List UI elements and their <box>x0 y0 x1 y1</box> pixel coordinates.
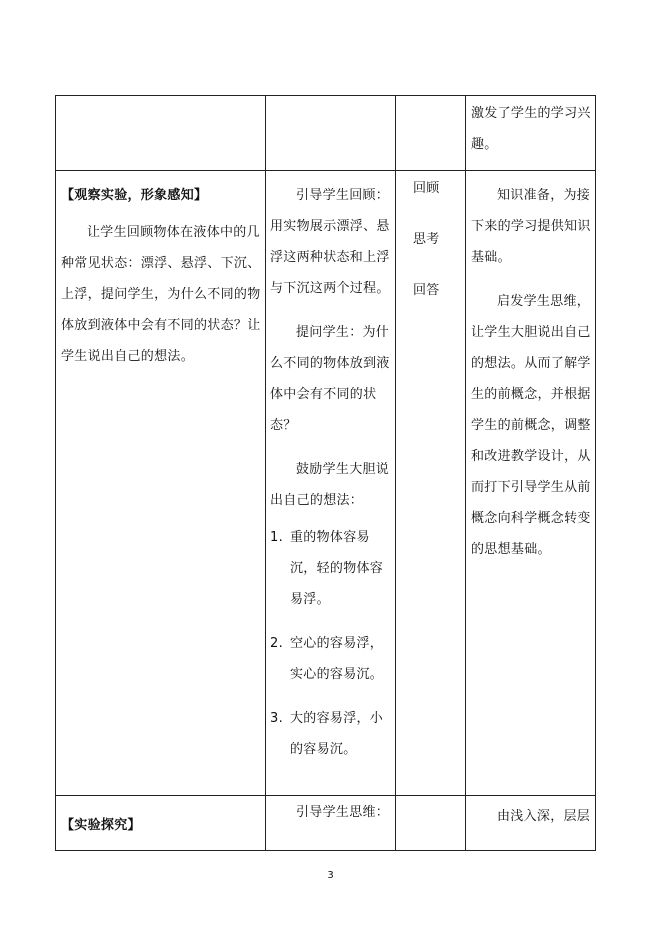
list-item-text: 空心的容易浮，实心的容易沉。 <box>290 636 384 682</box>
list-item-text: 重的物体容易沉，轻的物体容易浮。 <box>290 530 384 607</box>
teacher-activity-question: 提问学生：为什么不同的物体放到液体中会有不同的状态？ <box>270 325 390 433</box>
table-border-top <box>55 95 596 96</box>
section-heading-explore: 【实验探究】 <box>61 818 141 833</box>
teacher-activity-review: 引导学生回顾：用实物展示漂浮、悬浮这两种状态和上浮与下沉这两个过程。 <box>270 188 390 296</box>
table-col-divider-3 <box>465 95 466 851</box>
table-border-right <box>595 95 596 851</box>
cell-observe-teacher-activity <box>270 180 392 765</box>
student-activity-answer: 回答 <box>413 283 440 298</box>
list-item <box>270 703 392 765</box>
cell-observe-design-intent <box>471 180 591 565</box>
cell-top-design-intent <box>471 98 591 160</box>
design-intent-progressive: 由浅入深，层层 <box>497 809 591 824</box>
student-activity-think: 思考 <box>413 232 440 247</box>
list-item-text: 大的容易浮，小的容易沉。 <box>290 711 384 757</box>
student-activity-review: 回顾 <box>413 181 440 196</box>
list-item-number: 1. <box>270 530 284 545</box>
list-item-number: 2. <box>270 636 284 651</box>
list-item-number: 3. <box>270 711 284 726</box>
design-intent-thinking: 启发学生思维，让学生大胆说出自己的想法。从而了解学生的前概念，并根据学生的前概念，调整和改进教学设计，从而打下引导学生从前概念向科学概念转变的思想基础。 <box>471 294 591 557</box>
table-border-left <box>55 95 56 851</box>
section-heading-observe: 【观察实验，形象感知】 <box>61 188 208 203</box>
page-number: 3 <box>327 870 334 881</box>
observe-content-text: 让学生回顾物体在液体中的几种常见状态：漂浮、悬浮、下沉、上浮，提问学生，为什么不同的物体放到液体中会有不同的状态？让学生说出自己的想法。 <box>61 225 261 364</box>
table-col-divider-1 <box>265 95 266 851</box>
cell-explore-design-intent <box>471 801 591 832</box>
cell-observe-content <box>61 180 261 372</box>
design-intent-text: 激发了学生的学习兴趣。 <box>471 106 591 152</box>
list-item <box>270 628 392 690</box>
table-row-divider-1 <box>55 170 596 171</box>
teacher-activity-guide: 引导学生思维： <box>296 805 390 820</box>
teacher-activity-encourage: 鼓励学生大胆说出自己的想法： <box>270 462 390 508</box>
table-col-divider-2 <box>395 95 396 851</box>
table-row-divider-2 <box>55 795 596 796</box>
cell-observe-student-activity <box>413 175 463 304</box>
list-item <box>270 522 392 615</box>
cell-explore-teacher-activity <box>270 797 392 828</box>
design-intent-knowledge: 知识准备，为接下来的学习提供知识基础。 <box>471 188 591 265</box>
cell-explore-content <box>61 810 261 841</box>
table-border-bottom <box>55 850 596 851</box>
